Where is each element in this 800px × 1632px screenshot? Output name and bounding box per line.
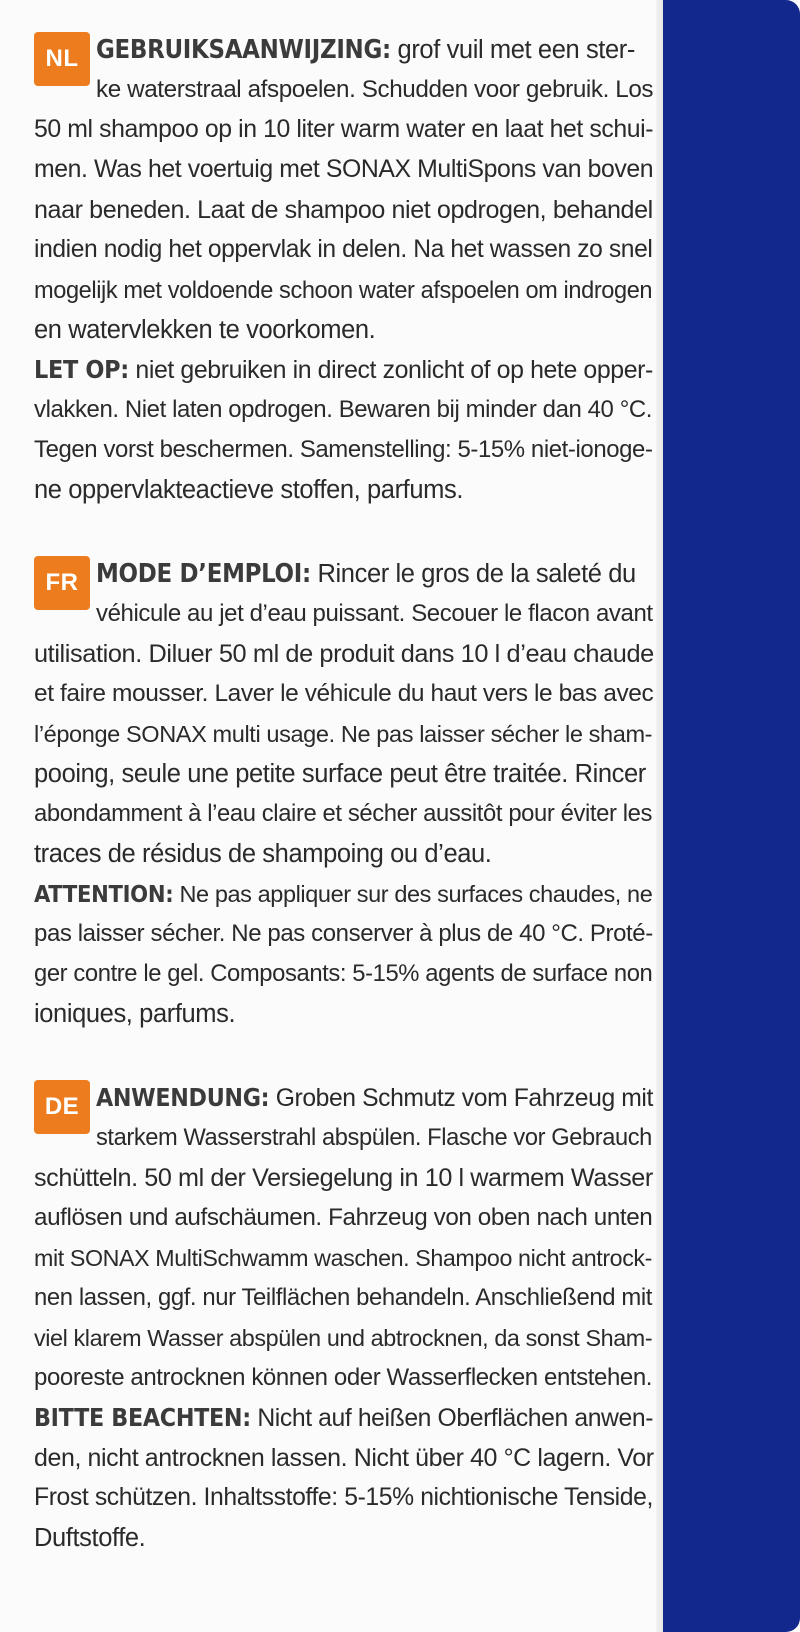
warning-line: ne oppervlakteactieve stoffen, parfums.	[34, 476, 464, 504]
warning-line: den, nicht antrocknen lassen. Nicht über 40 °C lagern. Vor	[34, 1444, 654, 1472]
instruction-line: MODE D’EMPLOI: Rincer le gros de la saleté du	[96, 559, 636, 589]
section-nl	[34, 30, 654, 510]
instruction-line: véhicule au jet d’eau puissant. Secouer le flacon avant	[96, 600, 653, 627]
instruction-line: pooreste antrocknen können oder Wasserflecken entstehen.	[34, 1364, 653, 1391]
warning-line: ATTENTION: Ne pas appliquer sur des surfaces chaudes, ne	[34, 880, 653, 908]
instruction-line: pooing, seule une petite surface peut être traitée. Rincer	[34, 760, 646, 788]
instruction-line: GEBRUIKSAANWIJZING: grof vuil met een ster-	[96, 35, 635, 65]
instruction-line: mogelijk met voldoende schoon water afspoelen om indrogen	[34, 277, 653, 303]
instruction-heading: ANWENDUNG:	[96, 1083, 270, 1112]
instruction-line: men. Was het voertuig met SONAX MultiSpons van boven	[34, 156, 654, 183]
warning-line: Tegen vorst beschermen. Samenstelling: 5-15% niet-ionoge-	[34, 436, 653, 463]
warning-line: LET OP: niet gebruiken in direct zonlicht of op hete opper-	[34, 355, 653, 384]
instruction-line: schütteln. 50 ml der Versiegelung in 10 l warmem Wasser	[34, 1164, 653, 1192]
warning-line: vlakken. Niet laten opdrogen. Bewaren bij minder dan 40 °C.	[34, 396, 653, 423]
warning-line: ioniques, parfums.	[34, 1000, 236, 1028]
warning-line: Duftstoffe.	[34, 1524, 146, 1552]
language-badge-de: DE	[34, 1080, 90, 1134]
warning-line: pas laisser sécher. Ne pas conserver à plus de 40 °C. Proté-	[34, 920, 653, 947]
instruction-line: en watervlekken te voorkomen.	[34, 316, 376, 344]
warning-heading: BITTE BEACHTEN:	[34, 1403, 251, 1432]
instruction-line: mit SONAX MultiSchwamm waschen. Shampoo nicht antrock-	[34, 1245, 653, 1271]
instruction-line: naar beneden. Laat de shampoo niet opdrogen, behandel	[34, 196, 653, 224]
warning-line: BITTE BEACHTEN: Nicht auf heißen Oberflächen anwen-	[34, 1403, 654, 1432]
warning-heading: ATTENTION:	[34, 880, 174, 908]
blue-side-strip	[663, 0, 800, 1632]
section-fr	[34, 554, 654, 1034]
instruction-heading: MODE D’EMPLOI:	[96, 559, 311, 589]
instruction-line: 50 ml shampoo op in 10 liter warm water en laat het schui-	[34, 116, 654, 143]
instruction-line: starkem Wasserstrahl abspülen. Flasche vor Gebrauch	[96, 1125, 652, 1151]
instruction-line: indien nodig het oppervlak in delen. Na het wassen zo snel	[34, 236, 653, 263]
warning-line: Frost schützen. Inhaltsstoffe: 5-15% nichtionische Tenside,	[34, 1484, 653, 1511]
instruction-line: ANWENDUNG: Groben Schmutz vom Fahrzeug mit	[96, 1083, 653, 1112]
language-badge-nl: NL	[34, 32, 90, 86]
instruction-line: viel klarem Wasser abspülen und abtrocknen, da sonst Sham-	[34, 1325, 653, 1351]
warning-line: ger contre le gel. Composants: 5-15% agents de surface non	[34, 960, 653, 987]
instruction-line: ke waterstraal afspoelen. Schudden voor gebruik. Los	[96, 76, 654, 103]
language-badge-fr: FR	[34, 556, 90, 610]
instruction-line: auflösen und aufschäumen. Fahrzeug von oben nach unten	[34, 1204, 653, 1231]
instruction-heading: GEBRUIKSAANWIJZING:	[96, 35, 391, 65]
instruction-line: l’éponge SONAX multi usage. Ne pas laisser sécher le sham-	[34, 721, 653, 747]
instruction-line: et faire mousser. Laver le véhicule du haut vers le bas avec	[34, 680, 654, 707]
instruction-line: traces de résidus de shampoing ou d’eau.	[34, 840, 492, 868]
instruction-line: nen lassen, ggf. nur Teilflächen behandeln. Anschließend mit	[34, 1284, 652, 1311]
instruction-line: abondamment à l’eau claire et sécher aussitôt pour éviter les	[34, 800, 652, 827]
section-de	[34, 1078, 654, 1558]
warning-heading: LET OP:	[34, 355, 129, 384]
instruction-line: utilisation. Diluer 50 ml de produit dans 10 l d’eau chaude	[34, 640, 654, 668]
